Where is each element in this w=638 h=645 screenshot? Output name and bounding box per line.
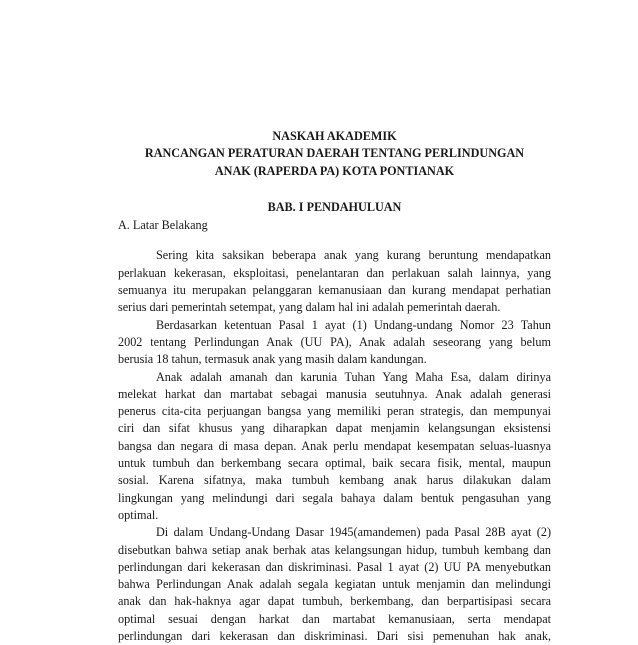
- paragraph-line: ciri dan sifat khusus yang diharapkan dapat menjamin kelangsungan eksistensi: [118, 421, 551, 436]
- chapter-heading: BAB. I PENDAHULUAN: [267, 199, 402, 214]
- paragraph: [118, 247, 551, 316]
- paragraph-line: melekat harkat dan martabat sebagai manusia seutuhnya. Anak adalah generasi: [118, 386, 551, 401]
- paragraph-line: perlindungan dari kekerasan dan diskriminasi. Dari sisi pemenuhan hak anak,: [118, 629, 551, 644]
- paragraph-line: perlindungan dari kekerasan dan diskriminasi. Pasal 1 ayat (2) UU PA menyebutkan: [118, 559, 551, 574]
- paragraph-line: 2002 tentang Perlindungan Anak (UU PA), Anak adalah seseorang yang belum: [118, 334, 551, 349]
- paragraph-line: Anak adalah amanah dan karunia Tuhan Yang Maha Esa, dalam dirinya: [156, 369, 551, 384]
- paragraph: [118, 524, 551, 645]
- paragraph-line: semuanya itu merupakan pelanggaran kemanusiaan dan kurang mendapat perhatian: [118, 283, 551, 298]
- paragraph: [118, 369, 551, 525]
- paragraph-line: serius dari pemerintah setempat, yang dalam hal ini adalah pemerintah daerah.: [118, 300, 501, 315]
- paragraph: [118, 317, 551, 369]
- paragraph-line: sosial. Karena sifatnya, maka tumbuh kembang anak harus dilakukan dalam: [118, 473, 551, 488]
- paragraph-line: lingkungan yang melindungi dari segala bahaya dalam bentuk pengasuhan yang: [118, 490, 551, 505]
- title-line-3: ANAK (RAPERDA PA) KOTA PONTIANAK: [214, 163, 455, 178]
- paragraph-line: disebutkan bahwa setiap anak berhak atas kelangsungan hidup, tumbuh kembang dan: [118, 542, 551, 557]
- paragraph-line: penerus cita-cita perjuangan bangsa yang memiliki peran strategis, dan mempunyai: [118, 404, 551, 419]
- paragraph-line: optimal.: [118, 507, 159, 522]
- document-page: [118, 128, 551, 645]
- paragraph-line: Di dalam Undang-Undang Dasar 1945(amandemen) pada Pasal 28B ayat (2): [156, 525, 551, 540]
- title-line-2: RANCANGAN PERATURAN DAERAH TENTANG PERLINDUNGAN: [144, 146, 525, 161]
- paragraph-line: Sering kita saksikan beberapa anak yang kurang beruntung mendapatkan: [156, 248, 551, 263]
- paragraph-line: Berdasarkan ketentuan Pasal 1 ayat (1) Undang-undang Nomor 23 Tahun: [156, 317, 551, 332]
- paragraph-line: perlakuan kekerasan, eksploitasi, penelantaran dan perlakuan salah lainnya, yang: [118, 265, 551, 280]
- section-heading: A. Latar Belakang: [118, 218, 208, 233]
- document-title: [118, 128, 551, 180]
- paragraph-line: anak dan hak-haknya agar dapat tumbuh, berkembang, dan berpartisipasi secara: [118, 594, 551, 609]
- paragraph-line: bahwa Perlindungan Anak adalah segala kegiatan untuk menjamin dan melindungi: [118, 577, 551, 592]
- body-text: [118, 247, 551, 645]
- paragraph-line: bangsa dan negara di masa depan. Anak perlu mendapat kesempatan seluas-luasnya: [118, 438, 551, 453]
- paragraph-line: optimal sesuai dengan harkat dan martabat kemanusiaan, serta mendapat: [118, 611, 551, 626]
- paragraph-line: berusia 18 tahun, termasuk anak yang masih dalam kandungan.: [118, 352, 427, 367]
- title-line-1: NASKAH AKADEMIK: [272, 129, 397, 143]
- paragraph-line: untuk tumbuh dan berkembang secara optimal, baik secara fisik, mental, maupun: [118, 456, 551, 471]
